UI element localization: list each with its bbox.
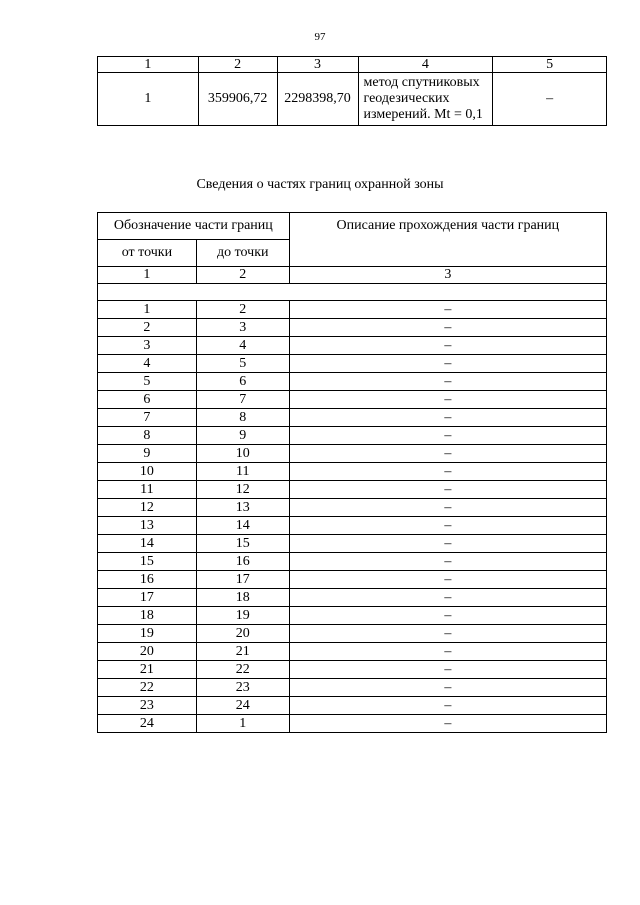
table-row [98,517,607,535]
from-point-cell: 15 [98,553,197,571]
description-cell: – [289,661,606,679]
to-point-header: до точки [196,240,289,267]
to-point-cell: 23 [196,679,289,697]
method-line: измерений. Mt = 0,1 [363,107,483,122]
description-cell: – [289,553,606,571]
description-cell: – [289,517,606,535]
description-cell: – [289,589,606,607]
table-row [98,427,607,445]
column-number: 4 [358,57,493,73]
from-point-cell: 8 [98,427,197,445]
table-row [98,715,607,733]
to-point-cell: 12 [196,481,289,499]
to-point-cell: 10 [196,445,289,463]
table-row [98,607,607,625]
table-row [98,571,607,589]
description-cell: – [289,643,606,661]
description-cell: – [289,427,606,445]
table-row [98,391,607,409]
table-row [98,661,607,679]
to-point-cell: 17 [196,571,289,589]
to-point-cell: 20 [196,625,289,643]
table-row [98,337,607,355]
to-point-cell: 22 [196,661,289,679]
table-row [98,535,607,553]
description-cell: – [289,481,606,499]
from-point-cell: 21 [98,661,197,679]
to-point-cell: 8 [196,409,289,427]
description-cell: – [289,625,606,643]
column-numbers-row [98,267,607,284]
description-cell: – [289,409,606,427]
to-point-cell: 24 [196,697,289,715]
column-number: 2 [198,57,277,73]
method-line: метод спутниковых [363,75,480,90]
column-number: 1 [98,57,199,73]
description-cell: – [289,445,606,463]
parts-header-row [98,213,607,240]
from-point-cell: 9 [98,445,197,463]
from-point-cell: 6 [98,391,197,409]
to-point-cell: 19 [196,607,289,625]
description-cell: – [289,319,606,337]
page-number: 97 [314,31,326,43]
to-point-cell: 3 [196,319,289,337]
empty-row [98,284,607,301]
from-point-cell: 7 [98,409,197,427]
from-point-cell: 10 [98,463,197,481]
column-5-value: – [493,73,607,126]
column-number: 3 [289,267,606,284]
from-point-cell: 14 [98,535,197,553]
table-row [98,445,607,463]
coordinate-x: 359906,72 [198,73,277,126]
from-point-cell: 12 [98,499,197,517]
description-cell: – [289,337,606,355]
boundary-parts-table [97,212,607,733]
parts-body [98,301,607,733]
description-cell: – [289,679,606,697]
to-point-cell: 18 [196,589,289,607]
description-cell: – [289,697,606,715]
from-point-cell: 3 [98,337,197,355]
table-row [98,301,607,319]
to-point-cell: 16 [196,553,289,571]
from-point-cell: 5 [98,373,197,391]
method-line: геодезических [363,91,450,106]
table-row [98,553,607,571]
table-row [98,319,607,337]
coordinates-header-row [98,57,607,73]
coordinate-y: 2298398,70 [277,73,358,126]
table-row [98,643,607,661]
from-point-cell: 20 [98,643,197,661]
column-number: 5 [493,57,607,73]
table-row [98,373,607,391]
description-cell: – [289,373,606,391]
from-point-cell: 2 [98,319,197,337]
column-number: 3 [277,57,358,73]
column-number: 2 [196,267,289,284]
description-cell: – [289,301,606,319]
from-point-header: от точки [98,240,197,267]
from-point-cell: 16 [98,571,197,589]
from-point-cell: 18 [98,607,197,625]
determination-method [358,73,493,126]
from-point-cell: 4 [98,355,197,373]
to-point-cell: 21 [196,643,289,661]
from-point-cell: 17 [98,589,197,607]
from-point-cell: 13 [98,517,197,535]
description-cell: – [289,571,606,589]
description-cell: – [289,535,606,553]
from-point-cell: 24 [98,715,197,733]
description-cell: – [289,607,606,625]
from-point-cell: 19 [98,625,197,643]
to-point-cell: 2 [196,301,289,319]
table-row [98,355,607,373]
from-point-cell: 1 [98,301,197,319]
table-row [98,679,607,697]
description-cell: – [289,499,606,517]
empty-cell [98,284,607,301]
section-title: Сведения о частях границ охранной зоны [196,177,444,192]
table-row [98,697,607,715]
from-point-cell: 11 [98,481,197,499]
description-cell: – [289,463,606,481]
description-cell: – [289,391,606,409]
point-number: 1 [98,73,199,126]
to-point-cell: 15 [196,535,289,553]
to-point-cell: 1 [196,715,289,733]
from-point-cell: 23 [98,697,197,715]
table-row [98,499,607,517]
description-cell: – [289,715,606,733]
table-row [98,625,607,643]
coordinates-table [97,56,607,126]
description-header: Описание прохождения части границ [289,213,606,267]
to-point-cell: 9 [196,427,289,445]
to-point-cell: 4 [196,337,289,355]
table-row [98,463,607,481]
to-point-cell: 14 [196,517,289,535]
from-point-cell: 22 [98,679,197,697]
column-number: 1 [98,267,197,284]
description-cell: – [289,355,606,373]
to-point-cell: 5 [196,355,289,373]
to-point-cell: 13 [196,499,289,517]
designation-header: Обозначение части границ [98,213,290,240]
table-row [98,589,607,607]
to-point-cell: 11 [196,463,289,481]
table-row [98,409,607,427]
coordinates-data-row [98,73,607,126]
to-point-cell: 7 [196,391,289,409]
to-point-cell: 6 [196,373,289,391]
table-row [98,481,607,499]
